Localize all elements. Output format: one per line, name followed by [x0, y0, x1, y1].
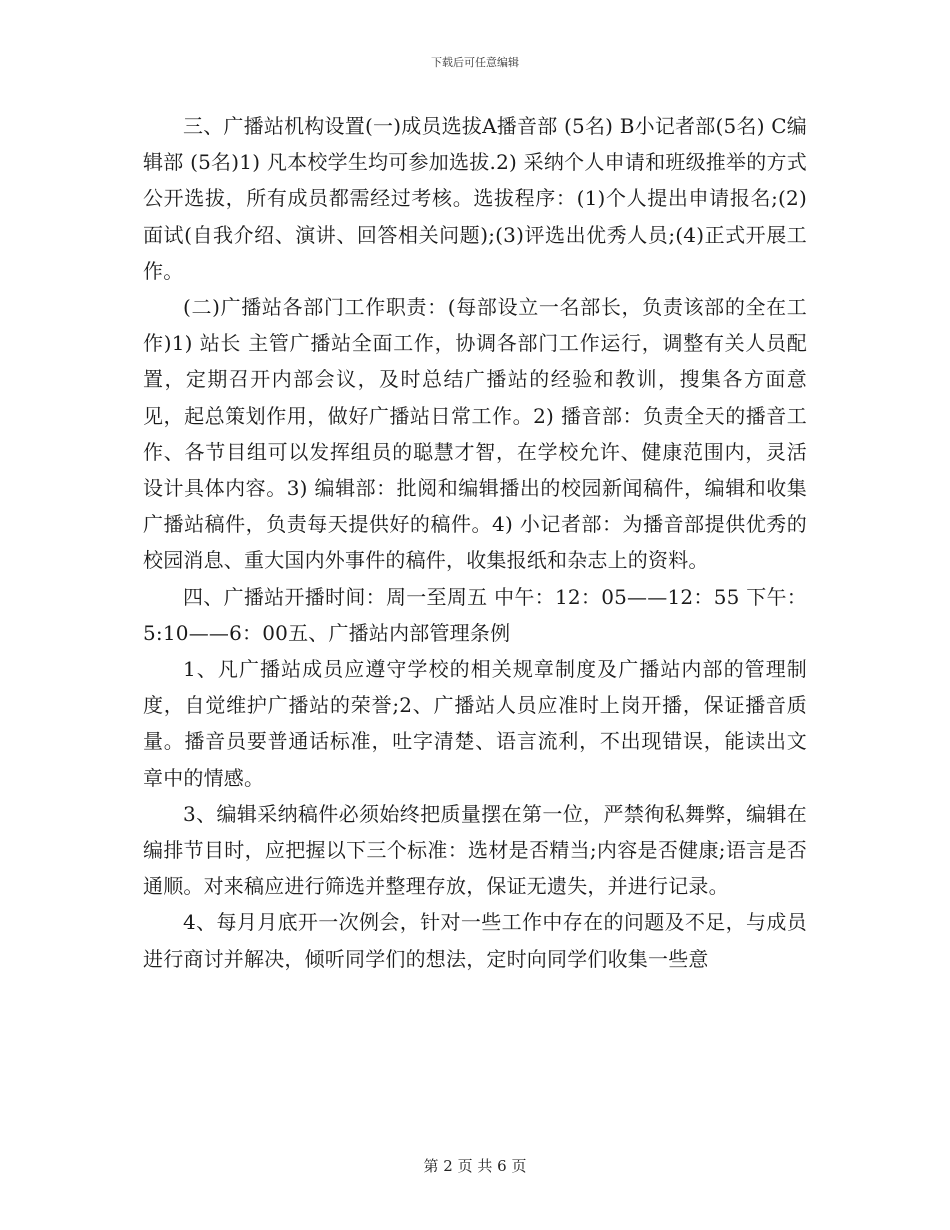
paragraph-rule-3: 3、编辑采纳稿件必须始终把质量摆在第一位，严禁徇私舞弊，编辑在编排节目时，应把握以下三个标准：选材是否精当;内容是否健康;语言是否通顺。对来稿应进行筛选并整理存放，保证无遗失，并进行记录。: [143, 801, 807, 899]
paragraph-broadcast-time: 四、广播站开播时间：周一至周五 中午：12：05——12：55 下午：5:10——6：00五、广播站内部管理条例: [143, 584, 807, 645]
paragraph-organization: 三、广播站机构设置(一)成员选拔A播音部 (5名) B小记者部(5名) C编辑部 (5名)1) 凡本校学生均可参加选拔.2) 采纳个人申请和班级推举的方式公开选拔，所有成员都需经过考核。选拔程序：(1)个人提出申请报名;(2)面试(自我介绍、演讲、回答相关问题);(3)评选出优秀人员;(4)正式开展工作。: [143, 114, 807, 283]
page-header: 下载后可任意编辑: [431, 56, 519, 69]
paragraph-rule-1-2: 1、凡广播站成员应遵守学校的相关规章制度及广播站内部的管理制度，自觉维护广播站的荣誉;2、广播站人员应准时上岗开播，保证播音质量。播音员要普通话标准，吐字清楚、语言流利，不出现错误，能读出文章中的情感。: [143, 657, 807, 790]
document-body: [143, 108, 807, 977]
page-number: 第 2 页 共 6 页: [423, 1157, 527, 1175]
paragraph-responsibilities: (二)广播站各部门工作职责：(每部设立一名部长，负责该部的全在工作)1) 站长 主管广播站全面工作，协调各部门工作运行，调整有关人员配置，定期召开内部会议，及时总结广播站的经验和教训，搜集各方面意见，起总策划作用，做好广播站日常工作。2) 播音部：负责全天的播音工作、各节目组可以发挥组员的聪慧才智，在学校允许、健康范围内，灵活设计具体内容。3) 编辑部：批阅和编辑播出的校园新闻稿件，编辑和收集广播站稿件，负责每天提供好的稿件。4) 小记者部：为播音部提供优秀的校园消息、重大国内外事件的稿件，收集报纸和杂志上的资料。: [143, 295, 807, 573]
paragraph-rule-4: 4、每月月底开一次例会，针对一些工作中存在的问题及不足，与成员进行商讨并解决，倾听同学们的想法，定时向同学们收集一些意: [143, 910, 807, 971]
